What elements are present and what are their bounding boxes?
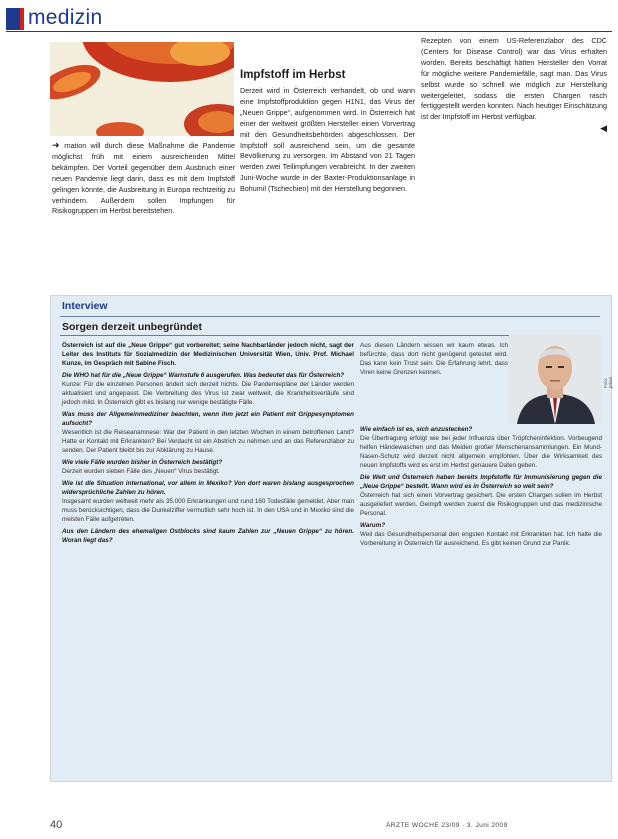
interview-rule: [60, 316, 600, 317]
interview-question: Die WHO hat für die „Neue Grippe“ Warnstufe 6 ausgerufen. Was bedeutet das für Österreich?: [62, 372, 345, 379]
continuation-arrow-icon: ➜: [52, 140, 65, 150]
interview-lead: Österreich ist auf die „Neue Grippe“ gut vorbereitet; seine Nachbarländer jedoch nicht, sagt der Leiter des Instituts für Sozialmedizin der Medizinischen Universität Wien, Univ. Prof. Michael Kunze, im Gespräch mit Sabine Fisch.: [62, 342, 354, 367]
interview-label: Interview: [62, 300, 108, 312]
section-marker-accent: [20, 8, 24, 30]
interview-column-2: [360, 422, 602, 548]
interview-answer: Aus diesen Ländern wissen wir kaum etwas. Ich befürchte, dass dort nicht genügend getestet wird. Das kann kein Trost sein. Die Erfahrung lehrt, dass Viren keine Grenzen kennen.: [360, 342, 508, 376]
article-column-2: [240, 86, 415, 195]
interview-answer: Weil das Gesundheitspersonal den engsten Kontakt mit Erkrankten hat. Ich halte die Vorbereitung in Österreich für ausreichend. Es gibt keinen Grund zur Panik.: [360, 531, 602, 547]
interview-question: Wie ist die Situation international, vor allem in Mexiko? Von dort waren bislang ausgesprochen widersprüchliche Zahlen zu hören.: [62, 480, 354, 496]
interview-question: Die Welt und Österreich haben bereits Impfstoffe für Immunisierung gegen die „Neue Grippe“ bestellt. Wann wird es in Österreich so weit sein?: [360, 474, 602, 490]
end-arrow-icon: ◀: [600, 123, 607, 134]
interview-answer: Kunze: Für die einzelnen Personen ändert sich derzeit nichts. Die Pandemiepläne der Länder werden aktualisiert und angepasst. Die Verbreitung des Virus ist zwar weltweit, die Krankheitsverläufe sind jedoch mild. In Österreich gibt es bislang nur wenige bestätigte Fälle.: [62, 381, 354, 406]
interview-answer: Die Übertragung erfolgt wie bei jeder Influenza über Tröpfcheninfektion. Vorbeugend helfen Händewaschen und das Meiden großer Menschenansammlungen. Ein Mund-Nasen-Schutz wird derzeit nicht allgemein empfohlen. Über die Wirksamkeit des neuen Impfstoffs wird es erst im Herbst genauere Daten geben.: [360, 435, 602, 469]
interview-question: Was muss der Allgemeinmediziner beachten, wenn ihm jetzt ein Patient mit Grippesymptomen aufsucht?: [62, 411, 354, 427]
photo-credit: Foto: privat: [603, 376, 613, 388]
interview-question: Aus den Ländern des ehemaligen Ostblocks sind kaum Zahlen zur „Neuen Grippe“ zu hören. Woran liegt das?: [62, 528, 354, 544]
interview-title: Sorgen derzeit unbegründet: [62, 321, 203, 333]
article-text: Rezepten von einem US-Referenzlabor des CDC (Centers for Disease Control) war das Virus erhalten worden. Bereits beschäftigt hätten Hersteller den Vorrat für mögliche weitere Pandemiefälle, sagt man. Das Virus selbst wurde so schnell wie möglich zur Herstellung weitergeleitet, sodass die ersten Chargen rasch fertiggestellt werden konnten. Nach heutiger Einschätzung ist der Impfstoff im Herbst verfügbar.: [421, 36, 607, 122]
article-text: Derzeit wird in Österreich verhandelt, ob und wann eine Impfstoffproduktion gegen H1N1, das Virus der „Neuen Grippe“, aufgenommen wird. In Österreich hat einer der weltweit größten Hersteller einen Vorvertrag mit den Gesundheitsbehörden abgeschlossen. Der Impfstoff soll ausreichend sein, um die gesamte Bevölkerung zu versorgen. Im Abstand von 21 Tagen werden zwei Teilimpfungen verabreicht. In der zweiten Juni-Woche wurde in der Baxter-Produktionsanlage in Bohumil (Tschechien) mit der Herstellung begonnen.: [240, 86, 415, 194]
interview-question: Wie einfach ist es, sich anzustecken?: [360, 426, 473, 433]
interview-answer: Österreich hat sich einen Vorvertrag gesichert. Die ersten Chargen sollen im Herbst ausgeliefert werden. Geimpft werden zuerst die Risikogruppen und das medizinische Personal.: [360, 492, 602, 517]
portrait-photo: [509, 334, 602, 424]
interview-column-1: [62, 341, 354, 545]
virus-micrograph-image: [50, 42, 234, 136]
interview-column-2-top: [360, 341, 508, 377]
section-title: medizin: [28, 6, 103, 29]
interview-question: Warum?: [360, 522, 386, 529]
article-text: rnation will durch diese Maßnahme die Pandemie möglichst früh mit einem ausreichenden Mittel bekämpfen. Der Vorteil gegenüber dem Ausbruch einer neuen Pandemie liegt darin, dass es mit dem Impfstoff gelingen könnte, die Ausbreitung in Europa rechtzeitig zu verhindern. Außerdem sollen Impfungen für Risikogruppen im Herbst bereitstehen.: [52, 141, 235, 216]
interview-question: Wie viele Fälle wurden bisher in Österreich bestätigt?: [62, 459, 223, 466]
article-heading: Impfstoff im Herbst: [240, 69, 346, 81]
header-rule: [6, 31, 612, 32]
article-column-3: [421, 36, 607, 134]
publication-line: ÄRZTE WOCHE 23/09 · 3. Juni 2009: [386, 822, 508, 829]
interview-answer: Insgesamt wurden weltweit mehr als 35.000 Erkrankungen und rund 160 Todesfälle gemeldet. Aber man muss berücksichtigen, dass die Dunkelziffer vermutlich sehr hoch ist. In den USA und in Mexiko sind die meisten Fälle aufgetreten.: [62, 498, 354, 523]
article-column-1: [52, 140, 235, 217]
interview-answer: Wesentlich ist die Reiseanamnese: War der Patient in den letzten Wochen in einem betroffenen Land? Hatte er Kontakt mit Erkrankten? Bei Verdacht ist ein Abstrich zu nehmen und an das Referenzlabor zu senden. Der Patient bleibt bis zur Abklärung zu Hause.: [62, 429, 354, 454]
section-marker: [6, 8, 20, 30]
interview-answer: Derzeit wurden sieben Fälle des „Neuen“ Virus bestätigt.: [62, 468, 220, 475]
page-number: 40: [50, 819, 63, 831]
